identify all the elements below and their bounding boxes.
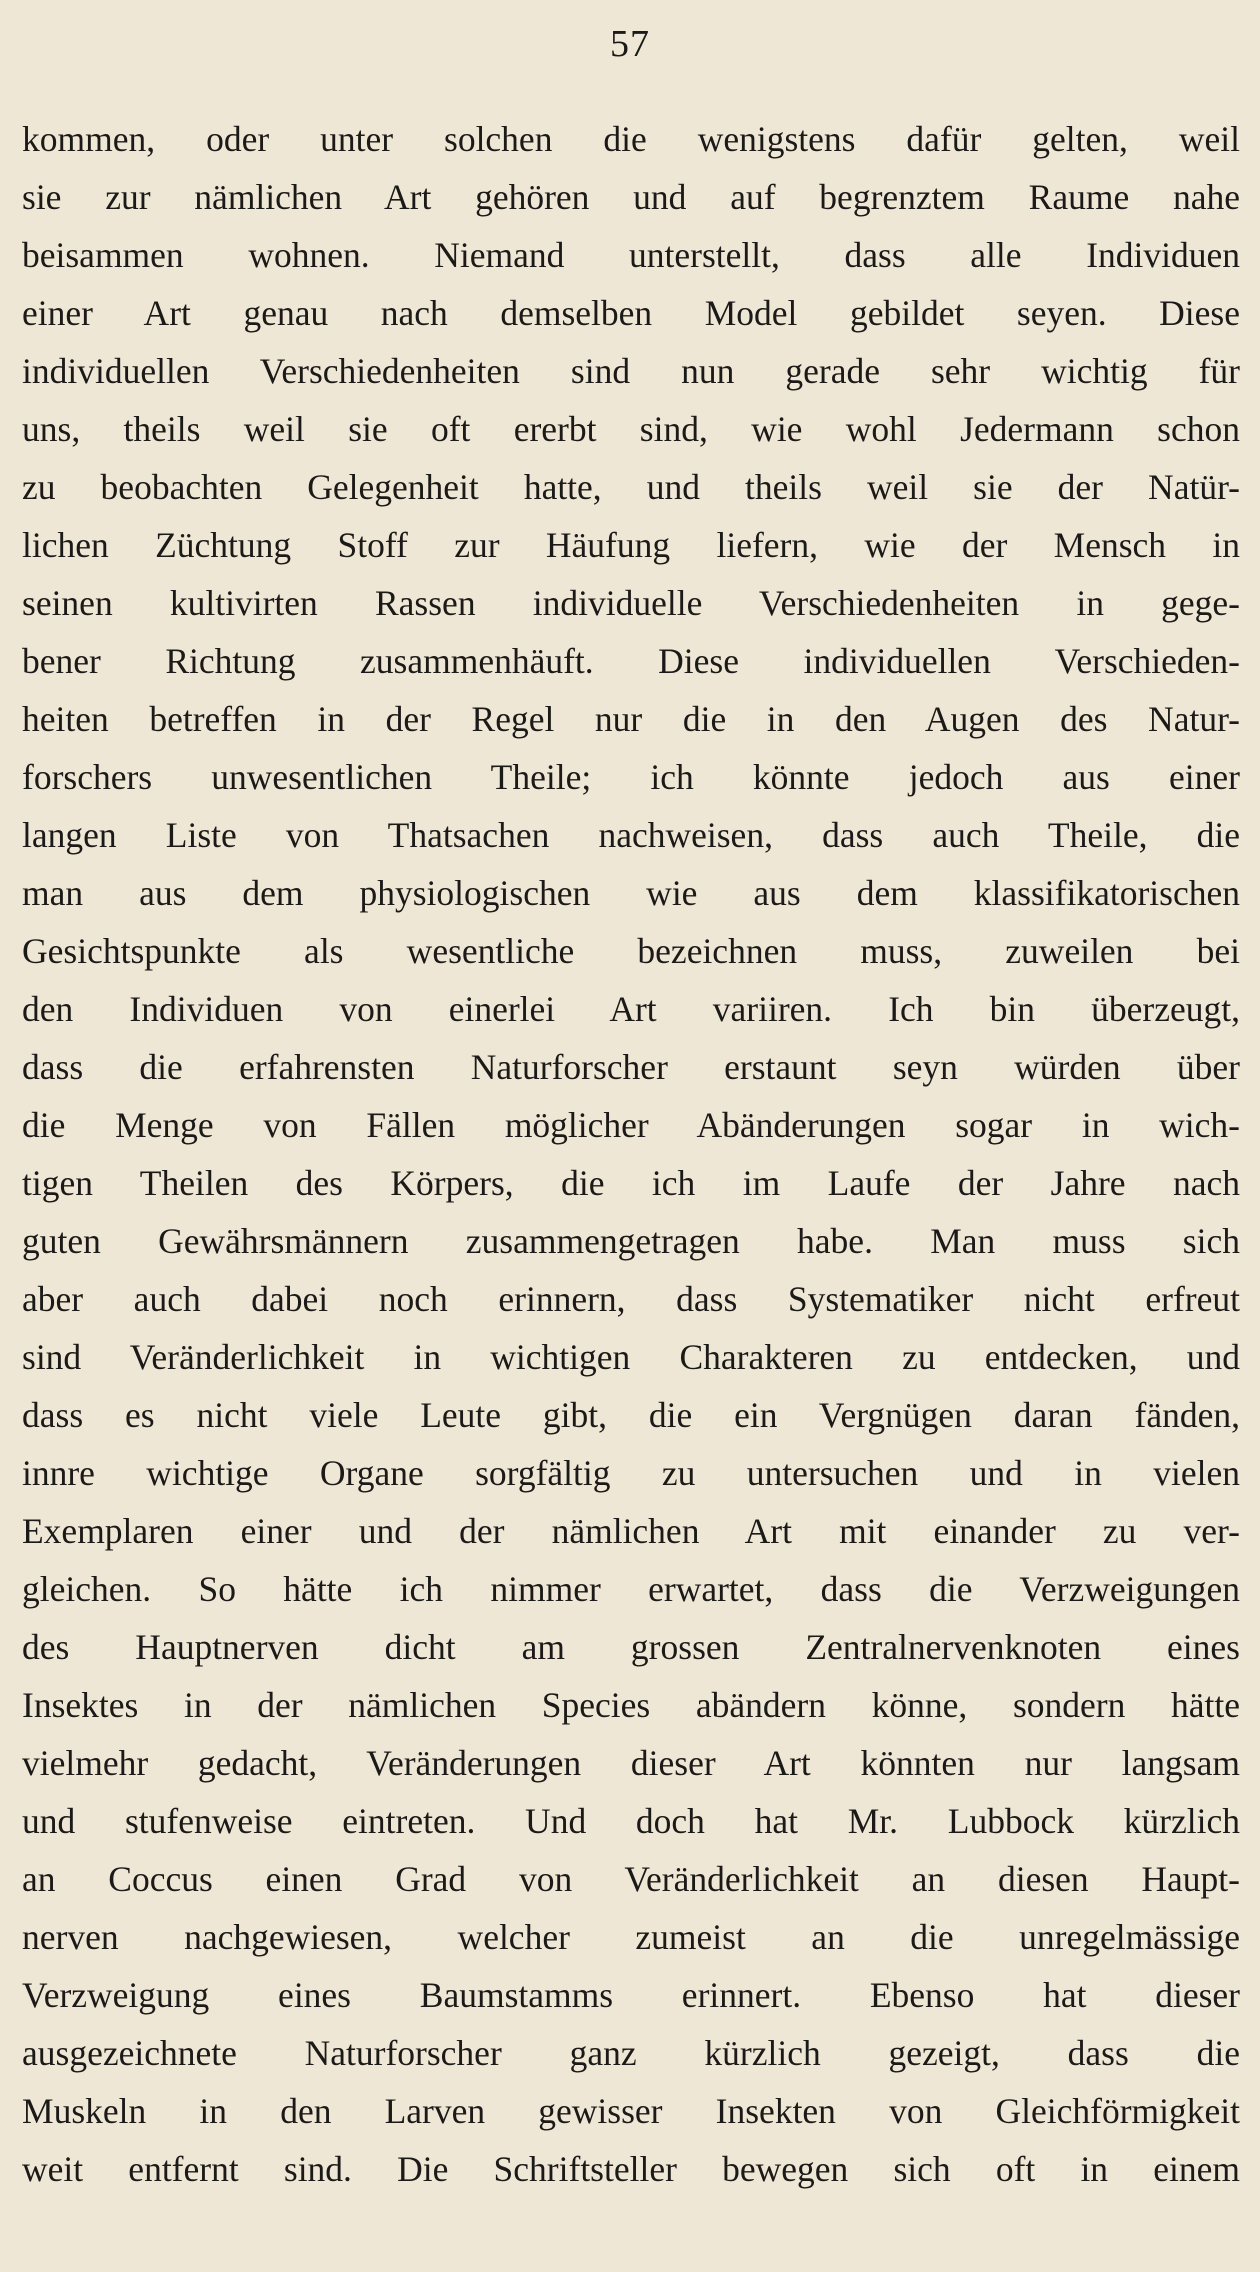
- text-line: dass es nicht viele Leute gibt, die ein Vergnügen daran fänden,: [22, 1395, 1240, 1435]
- text-line: an Coccus einen Grad von Veränderlichkeit an diesen Haupt-: [22, 1859, 1240, 1899]
- text-line: die Menge von Fällen möglicher Abänderungen sogar in wich-: [22, 1105, 1240, 1145]
- text-line: langen Liste von Thatsachen nachweisen, dass auch Theile, die: [22, 815, 1240, 855]
- text-line: seinen kultivirten Rassen individuelle Verschiedenheiten in gege-: [22, 583, 1240, 623]
- text-line: einer Art genau nach demselben Model gebildet seyen. Diese: [22, 293, 1240, 333]
- text-line: sie zur nämlichen Art gehören und auf begrenztem Raume nahe: [22, 177, 1240, 217]
- text-line: forschers unwesentlichen Theile; ich könnte jedoch aus einer: [22, 757, 1240, 797]
- text-line: dass die erfahrensten Naturforscher erstaunt seyn würden über: [22, 1047, 1240, 1087]
- text-line: gleichen. So hätte ich nimmer erwartet, dass die Verzweigungen: [22, 1569, 1240, 1609]
- text-line: vielmehr gedacht, Veränderungen dieser Art könnten nur langsam: [22, 1743, 1240, 1783]
- text-line: den Individuen von einerlei Art variiren. Ich bin überzeugt,: [22, 989, 1240, 1029]
- text-line: heiten betreffen in der Regel nur die in den Augen des Natur-: [22, 699, 1240, 739]
- text-line: und stufenweise eintreten. Und doch hat Mr. Lubbock kürzlich: [22, 1801, 1240, 1841]
- text-line: sind Veränderlichkeit in wichtigen Charakteren zu entdecken, und: [22, 1337, 1240, 1377]
- text-line: kommen, oder unter solchen die wenigstens dafür gelten, weil: [22, 119, 1240, 159]
- text-line: tigen Theilen des Körpers, die ich im Laufe der Jahre nach: [22, 1163, 1240, 1203]
- text-line: Gesichtspunkte als wesentliche bezeichnen muss, zuweilen bei: [22, 931, 1240, 971]
- text-line: zu beobachten Gelegenheit hatte, und theils weil sie der Natür-: [22, 467, 1240, 507]
- text-line: lichen Züchtung Stoff zur Häufung liefern, wie der Mensch in: [22, 525, 1240, 565]
- text-line: uns, theils weil sie oft ererbt sind, wie wohl Jedermann schon: [22, 409, 1240, 449]
- body-text: [22, 110, 1240, 2198]
- text-line: Muskeln in den Larven gewisser Insekten von Gleichförmigkeit: [22, 2091, 1240, 2131]
- text-line: Verzweigung eines Baumstamms erinnert. Ebenso hat dieser: [22, 1975, 1240, 2015]
- text-line: man aus dem physiologischen wie aus dem klassifikatorischen: [22, 873, 1240, 913]
- text-line: bener Richtung zusammenhäuft. Diese individuellen Verschieden-: [22, 641, 1240, 681]
- page-number: 57: [610, 23, 650, 65]
- text-line: Insektes in der nämlichen Species abändern könne, sondern hätte: [22, 1685, 1240, 1725]
- text-line: ausgezeichnete Naturforscher ganz kürzlich gezeigt, dass die: [22, 2033, 1240, 2073]
- text-line: guten Gewährsmännern zusammengetragen habe. Man muss sich: [22, 1221, 1240, 1261]
- text-line: beisammen wohnen. Niemand unterstellt, dass alle Individuen: [22, 235, 1240, 275]
- text-line: nerven nachgewiesen, welcher zumeist an die unregelmässige: [22, 1917, 1240, 1957]
- text-line: individuellen Verschiedenheiten sind nun gerade sehr wichtig für: [22, 351, 1240, 391]
- text-line: aber auch dabei noch erinnern, dass Systematiker nicht erfreut: [22, 1279, 1240, 1319]
- text-line: innre wichtige Organe sorgfältig zu untersuchen und in vielen: [22, 1453, 1240, 1493]
- text-line: des Hauptnerven dicht am grossen Zentralnervenknoten eines: [22, 1627, 1240, 1667]
- text-line: weit entfernt sind. Die Schriftsteller bewegen sich oft in einem: [22, 2149, 1240, 2189]
- text-line: Exemplaren einer und der nämlichen Art mit einander zu ver-: [22, 1511, 1240, 1551]
